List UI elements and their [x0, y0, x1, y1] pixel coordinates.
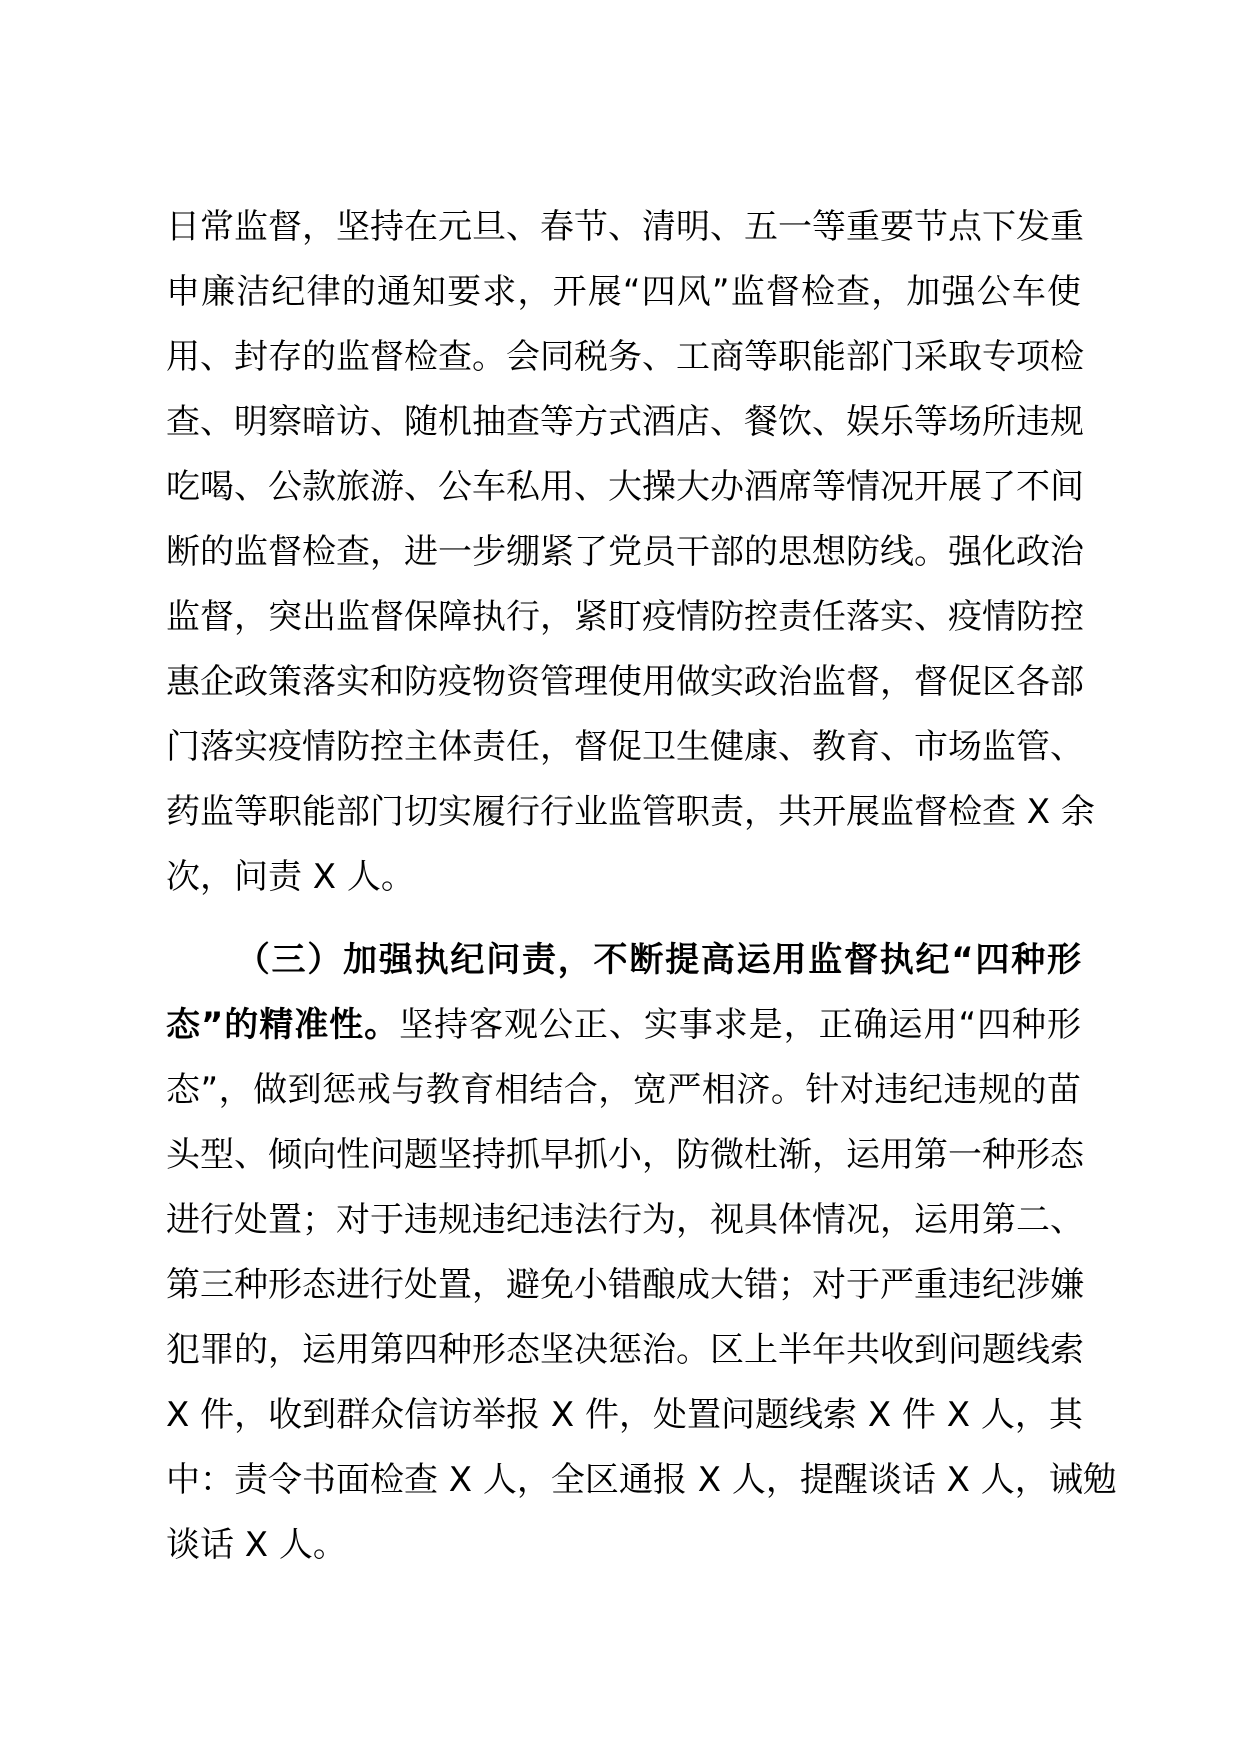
text-line: 查、明察暗访、随机抽查等方式酒店、餐饮、娱乐等场所违规: [166, 402, 1084, 442]
text-line: [166, 993, 1081, 1058]
text-line: 进行处置；对于违规违纪违法行为，视具体情况，运用第二、: [166, 1200, 1084, 1240]
text-line: 药监等职能部门切实履行行业监管职责，共开展监督检查 X 余: [166, 792, 1095, 832]
text-line: 犯罪的，运用第四种形态坚决惩治。区上半年共收到问题线索: [166, 1330, 1084, 1370]
text-line: X 件，收到群众信访举报 X 件，处置问题线索 X 件 X 人，其: [166, 1395, 1083, 1435]
section-heading-end: 态”的精准性。: [166, 1005, 400, 1045]
text-line: 态”，做到惩戒与教育相结合，宽严相济。针对违纪违规的苗: [166, 1070, 1081, 1110]
text-line: 门落实疫情防控主体责任，督促卫生健康、教育、市场监管、: [166, 727, 1084, 767]
text-line: 用、封存的监督检查。会同税务、工商等职能部门采取专项检: [166, 337, 1084, 377]
text-line: 断的监督检查，进一步绷紧了党员干部的思想防线。强化政治: [166, 532, 1084, 572]
text-line: 吃喝、公款旅游、公车私用、大操大办酒席等情况开展了不间: [166, 467, 1084, 507]
paragraph-discipline: [166, 928, 1117, 1578]
text-line: 日常监督，坚持在元旦、春节、清明、五一等重要节点下发重: [166, 207, 1084, 247]
section-heading-line: [166, 928, 1081, 993]
text-segment: 坚持客观公正、实事求是，正确运用“四种形: [399, 1005, 1081, 1045]
text-line: 惠企政策落实和防疫物资管理使用做实政治监督，督促区各部: [166, 662, 1084, 702]
text-line: 第三种形态进行处置，避免小错酿成大错；对于严重违纪涉嫌: [166, 1265, 1084, 1305]
text-line: 次，问责 X 人。: [166, 857, 415, 897]
text-line: 谈话 X 人。: [166, 1525, 347, 1565]
section-heading: （三）加强执纪问责，不断提高运用监督执纪“四种形: [234, 940, 1081, 980]
text-line: 中：责令书面检查 X 人，全区通报 X 人，提醒谈话 X 人，诫勉: [166, 1460, 1117, 1500]
paragraph-supervision: [166, 195, 1095, 910]
text-line: 监督，突出监督保障执行，紧盯疫情防控责任落实、疫情防控: [166, 597, 1084, 637]
text-line: 申廉洁纪律的通知要求，开展“四风”监督检查，加强公车使: [166, 272, 1081, 312]
text-line: 头型、倾向性问题坚持抓早抓小，防微杜渐，运用第一种形态: [166, 1135, 1084, 1175]
